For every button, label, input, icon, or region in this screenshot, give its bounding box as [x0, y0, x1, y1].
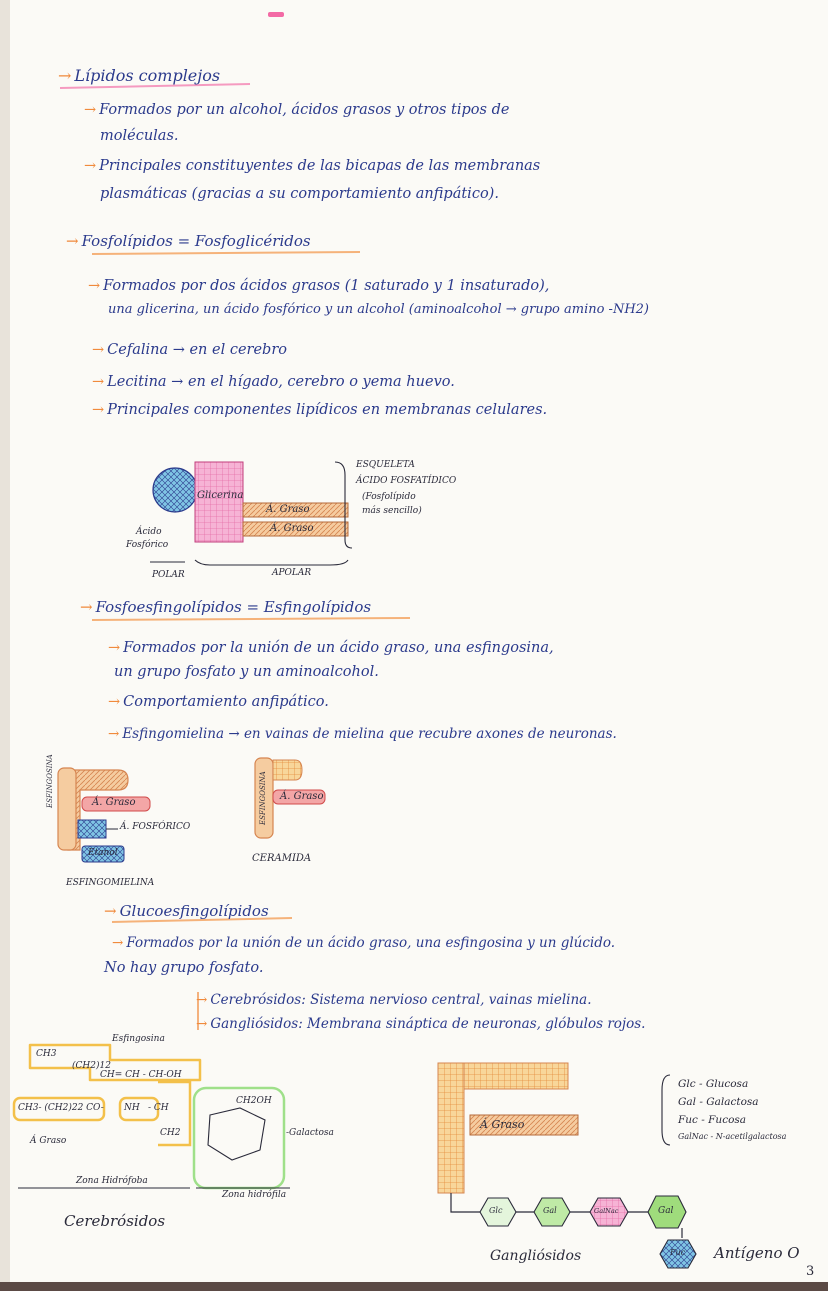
cefalina-text: → Cefalina → en el cerebro	[92, 342, 287, 358]
label-etanol: Etanol	[88, 848, 118, 858]
label-ch2-12: (CH2)12	[72, 1061, 111, 1071]
label-ceramida-agraso: Á. Graso	[280, 791, 324, 802]
label-ch2oh: CH2OH	[236, 1096, 272, 1106]
label-agraso-esfingo: Á. Graso	[92, 797, 136, 808]
legend-fuc: Fuc - Fucosa	[678, 1114, 747, 1126]
esfingomielina-text: → Esfingomielina → en vainas de mielina que recubre axones de neuronas.	[108, 726, 617, 742]
lipidos-complejos-line2a: → Principales constituyentes de las bicapas de las membranas	[84, 158, 541, 174]
heading-fosfoesfingolipidos: → Fosfoesfingolípidos = Esfingolípidos	[80, 598, 372, 616]
hex-label-glc: Glc	[489, 1206, 503, 1215]
label-acido: Ácido	[136, 527, 162, 537]
label-ceramida: CERAMIDA	[252, 853, 312, 864]
label-polar: POLAR	[152, 570, 185, 580]
glucoesfingolipidos-line1b: No hay grupo fosfato.	[104, 960, 264, 976]
glicerina-block	[195, 462, 243, 542]
label-esfingomielina: ESFINGOMIELINA	[66, 878, 155, 888]
label-nh: NH	[124, 1103, 140, 1113]
acido-fosforico-circle	[153, 468, 197, 512]
gangliosidos-text: → Gangliósidos: Membrana sináptica de neuronas, glóbulos rojos.	[196, 1016, 646, 1032]
label-ch3-top: CH3	[36, 1049, 57, 1059]
legend-glc: Glc - Glucosa	[678, 1078, 749, 1090]
fosfoesfingolipidos-line1b: un grupo fosfato y un aminoalcohol.	[114, 664, 379, 680]
fosfoesfingolipidos-line1a: → Formados por la unión de un ácido graso, una esfingosina,	[108, 640, 554, 656]
label-antigeno-o: Antígeno O	[714, 1244, 800, 1262]
label-agraso-ganglio: Á Graso	[480, 1118, 525, 1131]
label-ceramida-esfingosina: ESFINGOSINA	[259, 771, 267, 825]
label-ch3ch2: CH3- (CH2)22 CO-	[18, 1103, 104, 1113]
label-acido-fosfatidico: ÁCIDO FOSFATÍDICO	[356, 476, 457, 486]
label-afosforico: Á. FOSFÓRICO	[120, 822, 191, 832]
hex-label-gal-1: Gal	[543, 1206, 557, 1215]
legend-gal: Gal - Galactosa	[678, 1096, 759, 1108]
heading-lipidos-complejos: → Lípidos complejos	[58, 66, 221, 85]
label-esfingosina-vertical: ESFINGOSINA	[46, 754, 54, 808]
label-cerebrosidos-title: Cerebrósidos	[64, 1212, 166, 1230]
anfipatico-text: → Comportamiento anfipático.	[108, 694, 329, 710]
heading-glucoesfingolipidos: → Glucoesfingolípidos	[104, 902, 269, 920]
fosfolipidos-principales: → Principales componentes lipídicos en membranas celulares.	[92, 402, 548, 418]
legend-galnac: GalNac - N-acetilgalactosa	[678, 1132, 787, 1141]
label-glicerina: Glicerina	[197, 490, 244, 501]
heading-fosfolipidos: → Fosfolípidos = Fosfoglicéridos	[66, 232, 311, 250]
label-mas-sencillo: más sencillo)	[362, 506, 422, 516]
label-agraso-1: Á. Graso	[266, 504, 310, 515]
label-esqueleta: ESQUELETA	[356, 460, 415, 470]
lipidos-complejos-line2b: plasmáticas (gracias a su comportamiento anfipático).	[100, 186, 499, 202]
label-galactosa: -Galactosa	[286, 1128, 334, 1138]
lecitina-text: → Lecitina → en el hígado, cerebro o yema huevo.	[92, 374, 455, 390]
cerebrosidos-text: → Cerebrósidos: Sistema nervioso central, vainas mielina.	[196, 992, 592, 1008]
lipidos-complejos-line1a: → Formados por un alcohol, ácidos grasos y otros tipos de	[84, 102, 510, 118]
hex-label-fuc: Fuc	[670, 1248, 686, 1257]
label-apolar: APOLAR	[272, 568, 312, 578]
label-agraso-cerebro: Á Graso	[30, 1136, 67, 1146]
label-fosfolipido: (Fosfolípido	[362, 492, 416, 502]
label-ch2: CH2	[160, 1128, 181, 1138]
hex-label-galnac: GalNac	[594, 1207, 619, 1215]
page-number: 3	[806, 1264, 815, 1279]
fosfolipidos-line1a: → Formados por dos ácidos grasos (1 saturado y 1 insaturado),	[88, 278, 550, 294]
label-agraso-2: Á. Graso	[270, 523, 314, 534]
label-ch-eq: CH= CH - CH-OH	[100, 1070, 182, 1080]
hex-label-gal-2: Gal	[658, 1206, 674, 1216]
lipidos-complejos-line1b: moléculas.	[100, 128, 179, 144]
label-esfingosina: Esfingosina	[112, 1034, 165, 1044]
fosfolipidos-line1b: una glicerina, un ácido fosfórico y un alcohol (aminoalcohol → grupo amino -NH2)	[108, 302, 650, 317]
label-zona-hidrofoba: Zona Hidrófoba	[76, 1176, 148, 1186]
label-gangliosidos-title: Gangliósidos	[490, 1248, 582, 1264]
label-ch: - CH	[148, 1103, 169, 1113]
glucoesfingolipidos-line1a: → Formados por la unión de un ácido graso, una esfingosina y un glúcido.	[112, 935, 616, 951]
label-zona-hidrofila: Zona hidrófila	[222, 1190, 287, 1200]
label-fosforico: Fosfórico	[126, 540, 169, 550]
